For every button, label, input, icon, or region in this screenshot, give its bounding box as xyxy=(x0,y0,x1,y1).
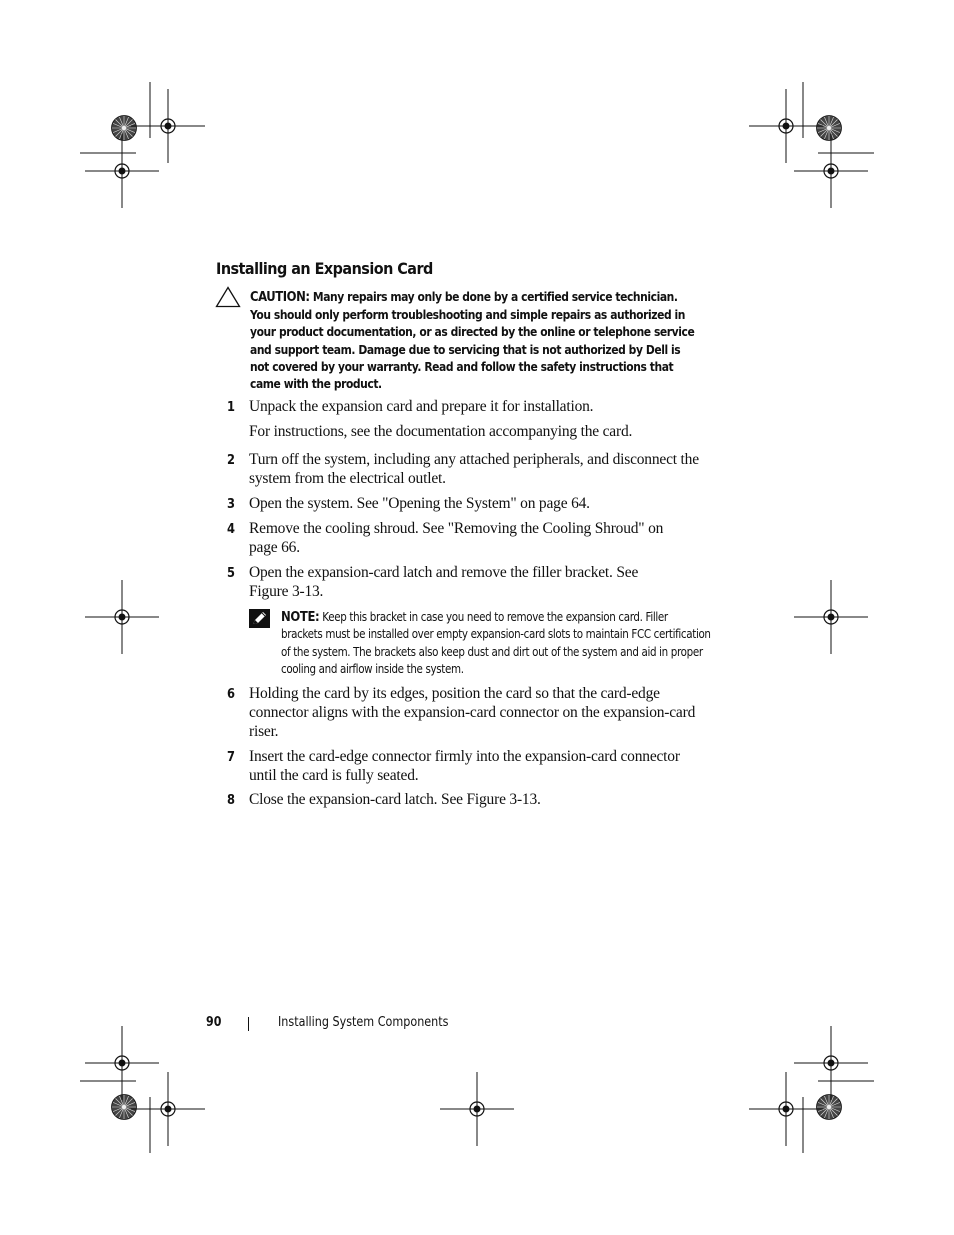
footer-separator xyxy=(248,1017,249,1031)
step-number: 7 xyxy=(227,749,235,765)
step-text: Open the system. See "Opening the System" on page 64. xyxy=(249,495,590,512)
caution-triangle-icon xyxy=(215,286,241,308)
step-text: Remove the cooling shroud. See "Removing the Cooling Shroud" on page 66. xyxy=(249,520,664,556)
step-text: Close the expansion-card latch. See Figure 3-13. xyxy=(249,791,541,808)
bottom-left-marks xyxy=(80,1026,205,1153)
note-notice xyxy=(281,609,711,679)
step-number: 3 xyxy=(227,496,235,512)
page-number: 90 xyxy=(206,1015,222,1030)
footer-section-title: Installing System Components xyxy=(278,1015,449,1030)
step-number: 2 xyxy=(227,452,235,468)
step-number: 4 xyxy=(227,521,235,537)
top-right-marks xyxy=(749,82,874,208)
step-text: Holding the card by its edges, position the card so that the card-edge connector aligns with the expansion-card connector on the expansion-card riser. xyxy=(249,685,696,740)
note-body: Keep this bracket in case you need to remove the expansion card. Filler brackets must be installed over empty expansion-card slots to maintain FCC certification of the system. The brackets also keep dust and dirt out of the system and aid in proper cooling and airflow inside the system. xyxy=(281,610,711,677)
step-subtext: For instructions, see the documentation accompanying the card. xyxy=(249,423,633,440)
top-left-marks xyxy=(80,82,205,208)
step-number: 5 xyxy=(227,565,235,581)
step-number: 8 xyxy=(227,792,235,808)
caution-body: Many repairs may only be done by a certified service technician. You should only perform troubleshooting and simple repairs as authorized in your product documentation, or as directed by the online or telephone service and support team. Damage due to servicing that is not authorized by Dell is not covered by your warranty. Read and follow the safety instructions that came with the product. xyxy=(250,289,695,392)
caution-label: CAUTION: xyxy=(250,289,310,305)
step-text: Unpack the expansion card and prepare it for installation. xyxy=(249,398,594,415)
mid-left-mark xyxy=(85,580,159,654)
step-number: 1 xyxy=(227,399,235,415)
step-text: Turn off the system, including any attached peripherals, and disconnect the system from the electrical outlet. xyxy=(249,451,699,487)
note-pencil-icon xyxy=(249,609,270,628)
mid-right-mark xyxy=(794,580,868,654)
bottom-right-marks xyxy=(749,1026,874,1153)
caution-notice xyxy=(250,288,697,392)
step-text: Open the expansion-card latch and remove the filler bracket. See Figure 3-13. xyxy=(249,564,639,600)
note-label: NOTE: xyxy=(281,609,320,625)
section-heading: Installing an Expansion Card xyxy=(216,259,433,278)
step-number: 6 xyxy=(227,686,235,702)
step-text: Insert the card-edge connector firmly into the expansion-card connector until the card is fully seated. xyxy=(249,748,680,784)
bottom-center-mark xyxy=(440,1072,514,1146)
